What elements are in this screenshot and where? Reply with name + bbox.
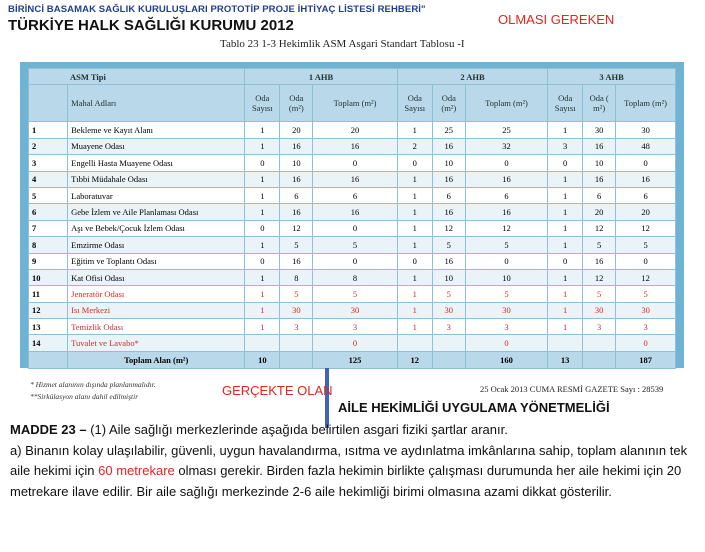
room-name: Emzirme Odası [68, 237, 245, 253]
cell-value: 5 [313, 286, 397, 302]
cell-value: 10 [432, 155, 465, 171]
room-name: Eğitim ve Toplantı Odası [68, 253, 245, 269]
sub-oda-sayisi: Oda Sayısı [397, 85, 432, 122]
cell-value: 0 [548, 155, 583, 171]
cell-value: 12 [583, 220, 616, 236]
cell-value: 1 [245, 122, 280, 138]
cell-value: 0 [616, 335, 676, 351]
cell-value: 16 [616, 171, 676, 187]
table-row [29, 335, 676, 351]
cell-value: 6 [432, 187, 465, 203]
cell-value: 10 [280, 155, 313, 171]
cell-value: 16 [583, 171, 616, 187]
cell-value: 12 [616, 220, 676, 236]
cell-value: 8 [280, 269, 313, 285]
table-row [29, 155, 676, 171]
table-row [29, 302, 676, 318]
footnote-1: * Hizmet alanının dışında planlanmalıdır. [30, 380, 156, 389]
cell-value: 1 [245, 269, 280, 285]
table-row [29, 237, 676, 253]
gazette-reference: 25 Ocak 2013 CUMA RESMİ GAZETE Sayı : 28539 [480, 384, 664, 394]
cell-value [397, 335, 432, 351]
cell-value: 1 [397, 187, 432, 203]
cell-value: 0 [245, 155, 280, 171]
cell-value: 1 [245, 171, 280, 187]
sub-oda-m2: Oda ( m²) [583, 85, 616, 122]
room-name: Engelli Hasta Muayene Odası [68, 155, 245, 171]
total-empty [432, 351, 465, 368]
cell-value: 1 [548, 286, 583, 302]
room-name: Laboratuvar [68, 187, 245, 203]
cell-value: 5 [583, 237, 616, 253]
cell-value: 48 [616, 138, 676, 154]
room-name: Muayene Odası [68, 138, 245, 154]
cell-value: 3 [465, 319, 547, 335]
cell-value: 1 [245, 286, 280, 302]
cell-value: 30 [432, 302, 465, 318]
table-row [29, 138, 676, 154]
cell-value: 16 [583, 138, 616, 154]
standards-table [28, 68, 676, 369]
room-name: Bekleme ve Kayıt Alanı [68, 122, 245, 138]
sub-toplam: Toplam (m²) [313, 85, 397, 122]
row-number: 3 [29, 155, 68, 171]
room-name: Kat Ofisi Odası [68, 269, 245, 285]
article-number: MADDE 23 – [10, 422, 87, 437]
cell-value: 1 [548, 220, 583, 236]
cell-value: 16 [465, 171, 547, 187]
room-name: Jeneratör Odası [68, 286, 245, 302]
footnotes [30, 379, 156, 403]
cell-value: 5 [465, 237, 547, 253]
total-area-2: 160 [465, 351, 547, 368]
cell-value: 1 [245, 319, 280, 335]
cell-value: 0 [245, 253, 280, 269]
cell-value: 5 [280, 286, 313, 302]
cell-value: 1 [245, 204, 280, 220]
cell-value: 5 [465, 286, 547, 302]
cell-value: 10 [465, 269, 547, 285]
room-name: Tuvalet ve Lavabo* [68, 335, 245, 351]
cell-value: 25 [465, 122, 547, 138]
room-name: Isı Merkezi [68, 302, 245, 318]
cell-value: 3 [280, 319, 313, 335]
cell-value: 30 [583, 122, 616, 138]
sub-oda-sayisi: Oda Sayısı [245, 85, 280, 122]
cell-value: 1 [548, 237, 583, 253]
table-row [29, 286, 676, 302]
cell-value: 2 [397, 138, 432, 154]
gercekte-olan-label: GERÇEKTE OLAN [222, 383, 333, 398]
sub-oda-m2: Oda (m²) [432, 85, 465, 122]
cell-value: 0 [616, 155, 676, 171]
cell-value: 1 [548, 319, 583, 335]
article-paragraph-1 [10, 420, 700, 441]
cell-value: 30 [616, 122, 676, 138]
cell-value: 6 [616, 187, 676, 203]
standards-table-container [20, 62, 684, 368]
header-title: TÜRKİYE HALK SAĞLIĞI KURUMU 2012 [8, 17, 294, 34]
cell-value: 6 [583, 187, 616, 203]
row-number: 14 [29, 335, 68, 351]
cell-value: 3 [548, 138, 583, 154]
sub-oda-m2: Oda (m²) [280, 85, 313, 122]
cell-value: 16 [432, 253, 465, 269]
cell-value: 1 [397, 302, 432, 318]
cell-value: 8 [313, 269, 397, 285]
row-number: 10 [29, 269, 68, 285]
row-number: 2 [29, 138, 68, 154]
cell-value: 16 [432, 204, 465, 220]
room-name: Gebe İzlem ve Aile Planlaması Odası [68, 204, 245, 220]
cell-value: 30 [313, 302, 397, 318]
cell-value: 0 [313, 155, 397, 171]
total-area-1: 125 [313, 351, 397, 368]
cell-value: 1 [548, 187, 583, 203]
cell-value: 1 [245, 187, 280, 203]
cell-value: 16 [432, 138, 465, 154]
cell-value: 12 [583, 269, 616, 285]
table-row [29, 187, 676, 203]
cell-value [432, 335, 465, 351]
total-empty [280, 351, 313, 368]
table-row [29, 204, 676, 220]
cell-value: 0 [397, 253, 432, 269]
row-number: 11 [29, 286, 68, 302]
cell-value: 1 [548, 302, 583, 318]
cell-value: 16 [280, 171, 313, 187]
footnote-2: **Sirkülasyon alanı dahil edilmiştir [30, 392, 139, 401]
article-intro: (1) Aile sağlığı merkezlerinde aşağıda belirtilen asgari fiziki şartlar aranır. [86, 422, 508, 437]
row-number: 1 [29, 122, 68, 138]
cell-value: 12 [465, 220, 547, 236]
cell-value: 25 [432, 122, 465, 138]
row-number: 4 [29, 171, 68, 187]
cell-value: 0 [548, 253, 583, 269]
row-number: 5 [29, 187, 68, 203]
cell-value: 1 [397, 286, 432, 302]
cell-value: 16 [280, 204, 313, 220]
row-number: 7 [29, 220, 68, 236]
cell-value: 1 [397, 237, 432, 253]
cell-value: 1 [548, 204, 583, 220]
room-name: Temizlik Odası [68, 319, 245, 335]
cell-value: 1 [245, 237, 280, 253]
cell-value: 1 [397, 171, 432, 187]
cell-value: 3 [432, 319, 465, 335]
cell-value: 0 [397, 155, 432, 171]
cell-value: 5 [616, 286, 676, 302]
room-name: Tıbbi Müdahale Odası [68, 171, 245, 187]
header-subtitle: BİRİNCİ BASAMAK SAĞLIK KURULUŞLARI PROTOTİP PROJE İHTİYAÇ LİSTESİ REHBERİ" [8, 4, 426, 15]
regulation-title: AİLE HEKİMLİĞİ UYGULAMA YÖNETMELİĞİ [338, 400, 610, 415]
cell-value: 12 [280, 220, 313, 236]
cell-value: 16 [313, 204, 397, 220]
table-row [29, 171, 676, 187]
cell-value: 1 [548, 122, 583, 138]
cell-value: 0 [465, 253, 547, 269]
cell-value: 16 [280, 253, 313, 269]
highlight-area: 60 metrekare [98, 463, 175, 478]
article-text [10, 420, 700, 502]
cell-value: 30 [280, 302, 313, 318]
cell-value: 12 [616, 269, 676, 285]
cell-value: 20 [583, 204, 616, 220]
row-number: 6 [29, 204, 68, 220]
cell-value: 16 [583, 253, 616, 269]
total-oda-3: 13 [548, 351, 583, 368]
cell-value: 32 [465, 138, 547, 154]
cell-value: 5 [280, 237, 313, 253]
cell-value: 1 [548, 269, 583, 285]
total-empty [583, 351, 616, 368]
cell-value: 5 [432, 286, 465, 302]
article-text-a: a) Binanın kolay ulaşılabilir, güvenli, uygun havalandırma, ısıtma ve aydınlatma imkânlarına sahip, toplam alanının tek aile hekimi için [10, 442, 688, 478]
cell-value: 16 [465, 204, 547, 220]
cell-value: 20 [280, 122, 313, 138]
cell-value: 3 [616, 319, 676, 335]
cell-value: 0 [465, 335, 547, 351]
total-oda-2: 12 [397, 351, 432, 368]
header-mahal-adlari: Mahal Adları [68, 85, 245, 122]
cell-value: 1 [397, 319, 432, 335]
cell-value: 30 [616, 302, 676, 318]
cell-value: 6 [280, 187, 313, 203]
cell-value: 10 [583, 155, 616, 171]
group-header-3: 3 AHB [548, 69, 676, 85]
olmasi-gereken-label: OLMASI GEREKEN [498, 12, 615, 27]
cell-value: 1 [397, 122, 432, 138]
room-name: Aşı ve Bebek/Çocuk İzlem Odası [68, 220, 245, 236]
cell-value: 16 [313, 171, 397, 187]
sub-oda-sayisi: Oda Sayısı [548, 85, 583, 122]
total-empty [29, 351, 68, 368]
cell-value: 5 [616, 237, 676, 253]
cell-value: 1 [245, 302, 280, 318]
total-oda-1: 10 [245, 351, 280, 368]
cell-value: 16 [432, 171, 465, 187]
table-row [29, 253, 676, 269]
row-number: 12 [29, 302, 68, 318]
cell-value: 5 [583, 286, 616, 302]
row-number: 9 [29, 253, 68, 269]
cell-value: 12 [432, 220, 465, 236]
cell-value: 6 [313, 187, 397, 203]
cell-value [280, 335, 313, 351]
header-asm-tipi: ASM Tipi [29, 69, 245, 85]
header-empty [29, 85, 68, 122]
cell-value: 20 [313, 122, 397, 138]
cell-value: 0 [616, 253, 676, 269]
cell-value: 0 [313, 220, 397, 236]
group-header-1: 1 AHB [245, 69, 397, 85]
cell-value: 1 [397, 220, 432, 236]
cell-value: 10 [432, 269, 465, 285]
article-paragraph-2 [10, 441, 700, 503]
table-row [29, 269, 676, 285]
cell-value: 1 [245, 138, 280, 154]
pointer-line [325, 368, 329, 428]
total-area-3: 187 [616, 351, 676, 368]
cell-value: 6 [465, 187, 547, 203]
row-number: 13 [29, 319, 68, 335]
cell-value: 20 [616, 204, 676, 220]
sub-toplam: Toplam (m²) [616, 85, 676, 122]
cell-value: 5 [313, 237, 397, 253]
cell-value: 1 [548, 171, 583, 187]
group-header-2: 2 AHB [397, 69, 547, 85]
cell-value: 0 [313, 253, 397, 269]
total-label: Toplam Alan (m²) [68, 351, 245, 368]
cell-value: 3 [583, 319, 616, 335]
row-number: 8 [29, 237, 68, 253]
cell-value: 0 [313, 335, 397, 351]
cell-value [583, 335, 616, 351]
cell-value: 1 [397, 204, 432, 220]
cell-value [548, 335, 583, 351]
article-text-b: olması gerekir. Birden fazla hekimin birlikte çalışması durumunda her aile hekimi için 20 metrekare ilave edilir. Bir aile sağlığı merkezinde 2-6 aile hekimliği birimi olmasına azami dikkat gösterilir. [10, 463, 682, 499]
cell-value: 0 [245, 220, 280, 236]
cell-value: 30 [465, 302, 547, 318]
table-row [29, 220, 676, 236]
cell-value: 16 [313, 138, 397, 154]
sub-toplam: Toplam (m²) [465, 85, 547, 122]
cell-value: 0 [465, 155, 547, 171]
cell-value: 16 [280, 138, 313, 154]
table-row [29, 319, 676, 335]
cell-value: 30 [583, 302, 616, 318]
cell-value [245, 335, 280, 351]
table-row [29, 122, 676, 138]
table-caption: Tablo 23 1-3 Hekimlik ASM Asgari Standart Tablosu -I [220, 38, 465, 50]
cell-value: 1 [397, 269, 432, 285]
cell-value: 5 [432, 237, 465, 253]
cell-value: 3 [313, 319, 397, 335]
